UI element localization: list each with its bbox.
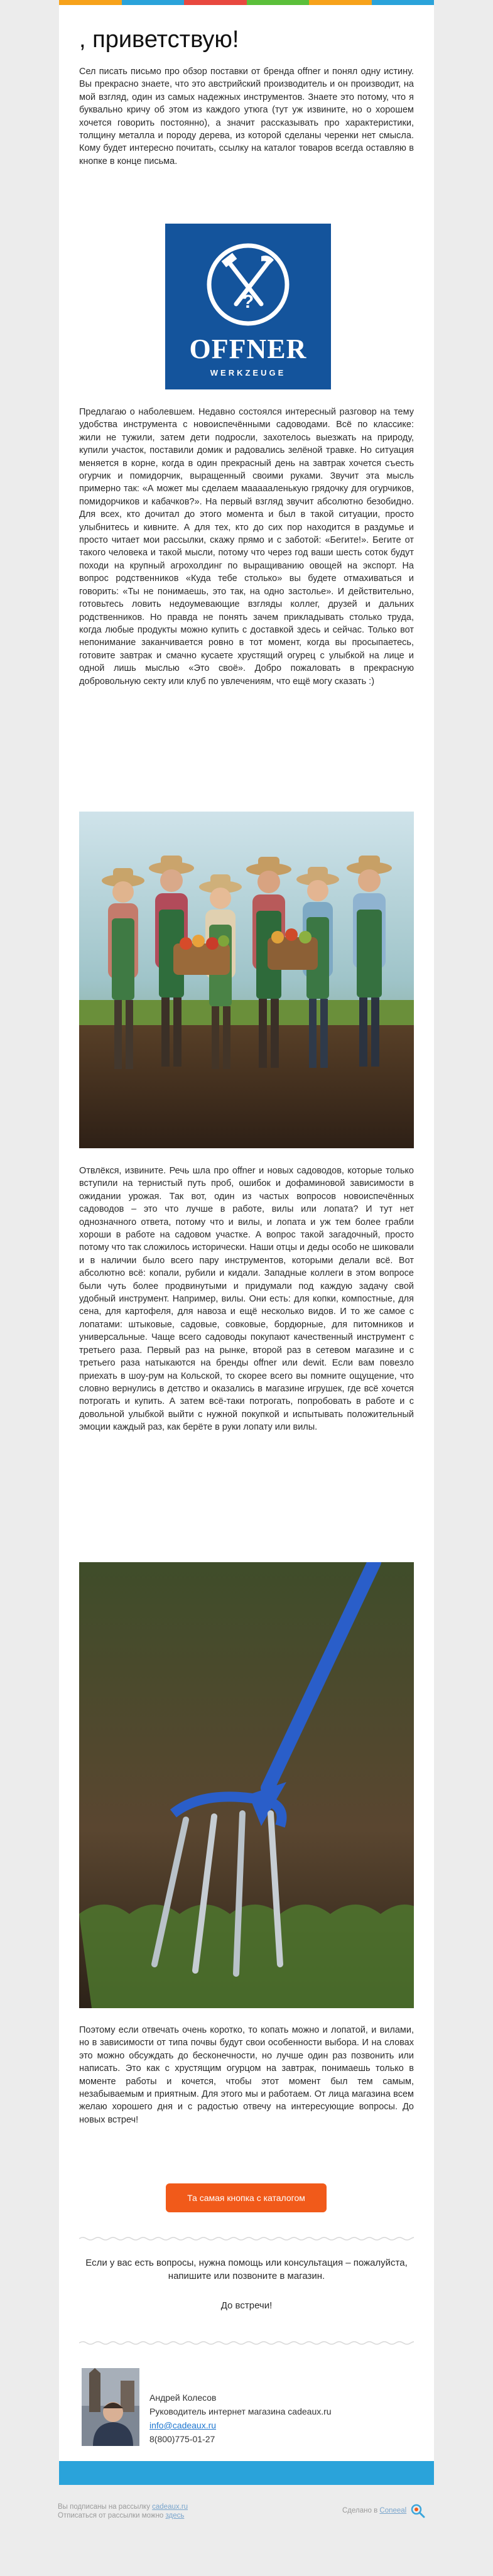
offner-logo-icon [201, 237, 295, 332]
catalog-button[interactable]: Та самая кнопка с каталогом [166, 2183, 327, 2212]
stripe-segment [59, 0, 122, 5]
unsubscribe-text: Отписаться от рассылки можно [58, 2512, 166, 2519]
subscribed-site-link[interactable]: cadeaux.ru [152, 2503, 188, 2511]
footer-bar [59, 2461, 434, 2485]
signature-block [82, 2368, 414, 2450]
author-photo [82, 2368, 139, 2446]
story-paragraph: Предлагаю о наболевшем. Недавно состоялся интересный разговор на тему удобства инструмента с новоиспечёнными садоводами. Всё по классике: жили не тужили, затем дети подросли, захотелось выезжать на природу, купили участок, поставили домик и радовались зелёной травке. Но ситуация меняется в корне, когда в один прекрасный день на завтрак хочется съесть огурчик и помидорчик, выращенный своими руками. Звучит эта мысль примерно так: «А может мы сделаем маааааленькую грядочку для огурчиков, помидорчиков и кабачков?». На первый взгляд звучит абсолютно безобидно. Для всех, кто дочитал до этого момента и был в такой ситуации, просто улыбнитесь и кивните. А для тех, кто до сих пор находится в раздумье и просто читает мои рассылки, скажу прямо и с заботой: «Бегите!». Бегите от такого человека и такой мысли, потому что через год ваши шесть соток будут походи на крупный агрохолдинг по выращиванию овощей на экспорт. На вопрос родственников «Куда тебе столько» вы будете отмахиваться и говорить: «Ты не понимаешь, это так, на одно застолье». И действительно, готовьтесь ловить недоумевающие взгляды коллег, друзей и дальних родственников. Но правда не понять зачем прикладывать столько труда, когда любые продукты можно купить с доставкой здесь и сейчас. Только вот непонимание заканчивается ровно в тот момент, когда вы просыпаетесь, готовите завтрак и смачно кусаете хрустящий огурец с улыбкой на лице и одной лишь мыслью «Это своё». Добро пожаловать в прекрасную добровольную секту или клуб по увлечениям, что ещё могу сказать :) [79, 407, 414, 687]
greeting-heading: , приветствую! [79, 26, 239, 53]
made-in-link[interactable]: Coneeal [379, 2507, 407, 2514]
stripe-segment [122, 0, 185, 5]
contact-invite-text: Если у вас есть вопросы, нужна помощь или консультация – пожалуйста, напишите или позвоните в магазин. [85, 2258, 408, 2281]
author-name: Андрей Колесов [149, 2393, 217, 2403]
tools-paragraph: Отвлёкся, извините. Речь шла про offner и новых садоводов, которые только вступили на тернистый путь проб, ошибок и дофаминовой зависимости в ожидании урожая. Так вот, один из частых вопросов новоиспечённых садоводов – это что лучше в работе, вилы или лопата? И тут нет однозначного ответа, потому что и вилы, и лопата и уж тем более грабли хороши в работе на садовом участке. А вопрос такой загадочный, просто потому что так сложилось исторически. Наши отцы и деды особо не шиковали и в наличии было всего пару инструментов, которыми делали всё. Вот абсолютно всё: копали, рубили и кидали. Западные коллеги в этом вопросе были чуть более продвинутыми и придумали под каждую задачу свой удобный инструмент. Например, вилы. Они есть: для копки, компостные, для сена, для картофеля, для навоза и ещё несколько видов. И то же самое с лопатами: штыковые, садовые, совковые, бордюрные, для питомников и универсальные. Чаще всего садоводы покупают качественный инструмент с третьего раза. Первый раз на рынке, второй раз в сетевом магазине и с третьего раза натыкаются на бренды offner или dewit. Если вам повезло приехать в шоу-рум на Кольской, то скорее всего вы помните ощущение, что словно вернулись в детство и оказались в магазине игрушек, где всё хочется потрогать и купить. А затем всё-таки потрогать, попробовать в работе и с довольной улыбкой выйти с нужной покупкой и испытывать положительный эмоции каждый раз, как берёте в руки лопату или вилы. [79, 1166, 414, 1433]
author-role: Руководитель интернет магазина cadeaux.ru [149, 2406, 332, 2416]
wave-divider [79, 2236, 414, 2241]
email-card [59, 0, 434, 2461]
unsubscribe-link[interactable]: здесь [165, 2512, 185, 2519]
stripe-segment [309, 0, 372, 5]
offner-logo [165, 224, 331, 389]
author-portrait-icon [82, 2368, 139, 2446]
closing-paragraph: Поэтому если отвечать очень коротко, то копать можно и лопатой, и вилами, но в зависимости от типа почвы будут свои особенности выбора. И на словах это можно обсуждать до бесконечности, но лучше один раз позвонить или написать. Это как с хрустящим огурцом на завтрак, понимаешь только в моменте работы и кочется, чтобы этот момент был тем самым, незабываемым и приятным. Для этого мы и работаем. От лица магазина всем желаю хорошего дня и с радостью отвечу на интересующие вопросы. До новых встреч! [79, 2025, 414, 2125]
stripe-segment [372, 0, 435, 5]
logo-wordmark: OFFNER [189, 334, 307, 364]
svg-text:?: ? [242, 291, 254, 312]
brand-logo-icon [410, 2503, 425, 2518]
subscribed-text: Вы подписаны на рассылку [58, 2503, 153, 2511]
goodbye-text: До встречи! [220, 2300, 273, 2311]
made-in-text: Сделано в [342, 2507, 380, 2514]
gardeners-group-photo-icon [79, 812, 414, 1148]
stripe-segment [184, 0, 247, 5]
author-phone: 8(800)775-01-27 [149, 2434, 215, 2444]
intro-paragraph: Сел писать письмо про обзор поставки от бренда offner и понял одну истину. Вы прекрасно знаете, что это австрийский производитель и он производит, на мой взгляд, один из самых надежных инструментов. Знаете это потому, что я буквально кричу об этом из каждого утюга (тут уж извините, но о хорошем хочется говорить постоянно), а значит рассказывать про характеристики, толщину металла и породу дерева, из которой сделаны черенки нет смысла. Кому будет интересно почитать, ссылку на каталог товаров всегда оставляю в кнопке в конце письма. [79, 67, 414, 166]
color-stripe [59, 0, 434, 5]
gardeners-photo [79, 812, 414, 1148]
wave-divider [79, 2340, 414, 2345]
footer-made-in [342, 2503, 425, 2518]
logo-subtitle: WERKZEUGE [210, 368, 286, 378]
garden-fork-photo [79, 1562, 414, 2008]
author-email-link[interactable]: info@cadeaux.ru [149, 2420, 217, 2430]
signature-details [149, 2391, 332, 2446]
stripe-segment [247, 0, 310, 5]
garden-fork-photo-icon [79, 1562, 414, 2008]
footer-subscription-info [58, 2503, 188, 2520]
